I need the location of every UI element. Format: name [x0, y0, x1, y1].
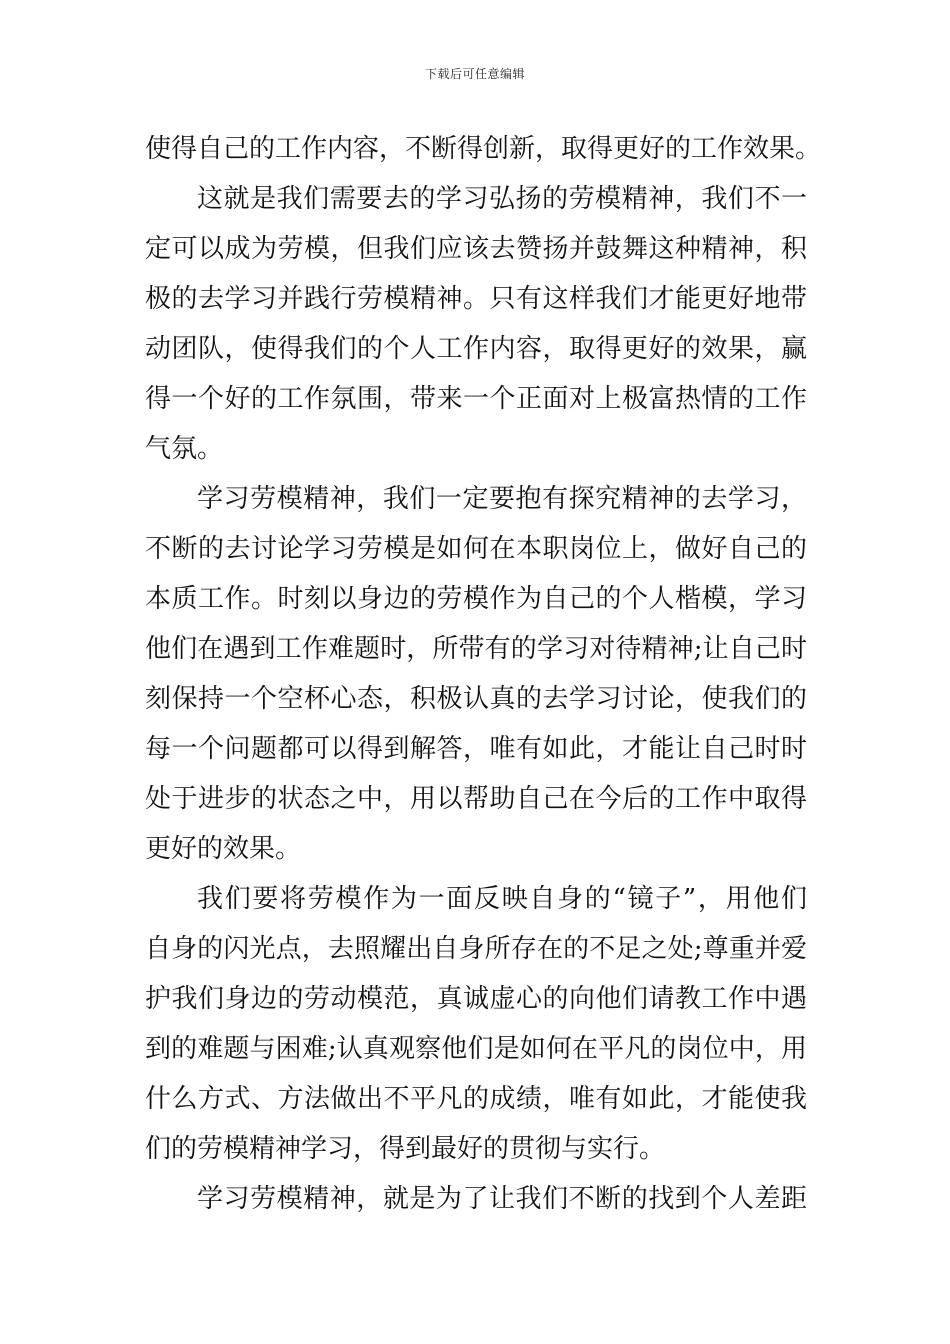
paragraph — [145, 174, 807, 474]
page-header: 下载后可任意编辑 — [424, 67, 525, 81]
text-line: 得一个好的工作氛围，带来一个正面对上极富热情的工作 — [145, 384, 807, 414]
text-line: 本质工作。时刻以身边的劳模作为自己的个人楷模，学习 — [145, 584, 807, 614]
text-line: 极的去学习并践行劳模精神。只有这样我们才能更好地带 — [145, 284, 807, 314]
text-line: 刻保持一个空杯心态，积极认真的去学习讨论，使我们的 — [145, 684, 807, 714]
text-line: 使得自己的工作内容，不断得创新，取得更好的工作效果。 — [145, 134, 822, 164]
text-line: 更好的效果。 — [145, 834, 302, 864]
text-line: 处于进步的状态之中，用以帮助自己在今后的工作中取得 — [145, 784, 807, 814]
text-line: 自身的闪光点，去照耀出自身所存在的不足之处;尊重并爱 — [145, 934, 807, 964]
text-line: 什么方式、方法做出不平凡的成绩，唯有如此，才能使我 — [145, 1084, 807, 1114]
text-line: 他们在遇到工作难题时，所带有的学习对待精神;让自己时 — [145, 634, 807, 664]
text-line: 护我们身边的劳动模范，真诚虚心的向他们请教工作中遇 — [145, 984, 807, 1014]
document-body — [145, 124, 822, 1224]
text-line: 学习劳模精神，就是为了让我们不断的找到个人差距 — [197, 1184, 807, 1214]
text-line: 这就是我们需要去的学习弘扬的劳模精神，我们不一 — [197, 184, 807, 214]
paragraph — [145, 874, 807, 1174]
paragraph — [145, 124, 822, 174]
text-line: 们的劳模精神学习，得到最好的贯彻与实行。 — [145, 1134, 666, 1164]
text-line: 我们要将劳模作为一面反映自身的“镜子”，用他们 — [197, 884, 807, 914]
text-line: 到的难题与困难;认真观察他们是如何在平凡的岗位中，用 — [145, 1034, 807, 1064]
paragraph — [145, 1174, 807, 1224]
text-line: 学习劳模精神，我们一定要抱有探究精神的去学习， — [197, 484, 807, 514]
text-line: 气氛。 — [145, 434, 224, 464]
paragraph — [145, 474, 807, 874]
text-line: 定可以成为劳模，但我们应该去赞扬并鼓舞这种精神，积 — [145, 234, 807, 264]
text-line: 动团队，使得我们的个人工作内容，取得更好的效果，赢 — [145, 334, 807, 364]
text-line: 每一个问题都可以得到解答，唯有如此，才能让自己时时 — [145, 734, 807, 764]
text-line: 不断的去讨论学习劳模是如何在本职岗位上，做好自己的 — [145, 534, 807, 564]
